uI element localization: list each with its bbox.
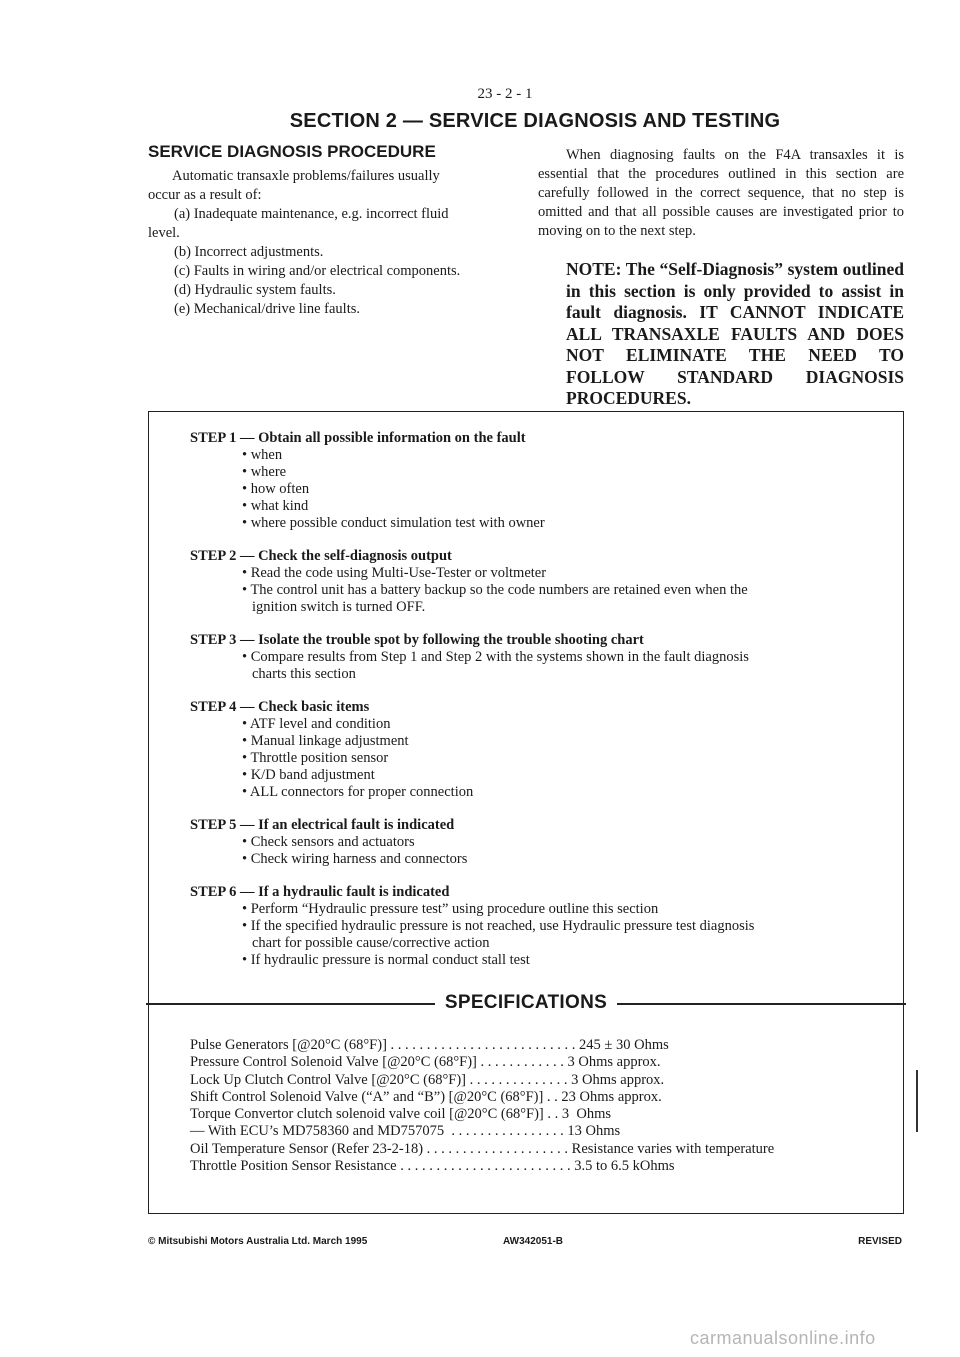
spec-row: Shift Control Solenoid Valve (“A” and “B”) [@20°C (68°F)] . . 23 Ohms approx. bbox=[190, 1088, 662, 1105]
revision-status: REVISED bbox=[858, 1236, 902, 1247]
spec-row: Torque Convertor clutch solenoid valve coil [@20°C (68°F)] . . 3 Ohms bbox=[190, 1106, 612, 1123]
step-item: • when bbox=[242, 447, 283, 463]
step-item: • what kind bbox=[242, 498, 309, 514]
self-diagnosis-note bbox=[538, 259, 904, 410]
fault-item-a-cont: level. bbox=[148, 225, 180, 241]
step-item: • where bbox=[242, 464, 287, 480]
step-item: • Read the code using Multi-Use-Tester or voltmeter bbox=[242, 565, 547, 581]
specifications-heading bbox=[146, 992, 906, 1014]
spec-row: Pulse Generators [@20°C (68°F)] . . . . . . . . . . . . . . . . . . . . . . . . . . 245 ± 30 Ohms bbox=[190, 1037, 669, 1053]
step-item: • If the specified hydraulic pressure is not reached, use Hydraulic pressure test diagnosis bbox=[242, 918, 755, 934]
diagnosis-note-column bbox=[538, 146, 904, 410]
step-item: • K/D band adjustment bbox=[242, 767, 375, 783]
step-heading: STEP 3 — Isolate the trouble spot by following the trouble shooting chart bbox=[190, 632, 644, 648]
specifications-title: SPECIFICATIONS bbox=[435, 992, 617, 1013]
spec-row: Throttle Position Sensor Resistance . . . . . . . . . . . . . . . . . . . . . . . . 3.5 to 6.5 kOhms bbox=[190, 1158, 675, 1175]
diagnosis-paragraph: When diagnosing faults on the F4A transaxles it is essential that the procedures outlined in this section are carefully followed in the correct sequence, that no step is omitted and that all possible causes are investigated prior to moving on to the next step. bbox=[538, 147, 904, 239]
note-label: NOTE: bbox=[566, 259, 622, 279]
step-item: • Manual linkage adjustment bbox=[242, 733, 409, 749]
spec-row: Oil Temperature Sensor (Refer 23-2-18) . . . . . . . . . . . . . . . . . . . . Resistance varies with temperature bbox=[190, 1140, 775, 1157]
step-item: • Compare results from Step 1 and Step 2 with the systems shown in the fault diagnosis bbox=[242, 649, 749, 665]
revision-bar bbox=[916, 1070, 918, 1132]
step-6 bbox=[190, 884, 890, 969]
step-item: ignition switch is turned OFF. bbox=[252, 599, 426, 615]
step-item: • Check sensors and actuators bbox=[242, 834, 415, 850]
step-item: • where possible conduct simulation test with owner bbox=[242, 515, 545, 531]
step-heading: STEP 5 — If an electrical fault is indicated bbox=[190, 817, 455, 833]
fault-item-c: (c) Faults in wiring and/or electrical components. bbox=[174, 263, 461, 279]
spec-row: Pressure Control Solenoid Valve [@20°C (68°F)] . . . . . . . . . . . . 3 Ohms approx. bbox=[190, 1054, 661, 1071]
step-item: • how often bbox=[242, 481, 310, 497]
page-footer bbox=[148, 1236, 902, 1252]
step-item: • ATF level and condition bbox=[242, 716, 391, 732]
procedure-intro: Automatic transaxle problems/failures usually bbox=[172, 168, 440, 184]
step-4 bbox=[190, 699, 890, 801]
note-text: The “Self-Diagnosis” system outlined in this section is only provided to assist in fault diagnosis. IT CANNOT INDICATE ALL TRANSAXLE FAULTS AND DOES NOT ELIMINATE THE NEED TO FOLLOW STANDARD DIAGNOSIS PROCEDURES. bbox=[566, 259, 905, 408]
fault-item-e: (e) Mechanical/drive line faults. bbox=[174, 301, 361, 317]
step-item: • If hydraulic pressure is normal conduct stall test bbox=[242, 952, 530, 968]
spec-row: — With ECU’s MD758360 and MD757075 . . . . . . . . . . . . . . . . 13 Ohms bbox=[190, 1123, 621, 1140]
specifications-list bbox=[190, 1037, 890, 1175]
page-number: 23 - 2 - 1 bbox=[477, 86, 533, 102]
step-heading: STEP 4 — Check basic items bbox=[190, 699, 370, 715]
step-heading: STEP 2 — Check the self-diagnosis output bbox=[190, 548, 452, 564]
document-code: AW342051-B bbox=[503, 1236, 564, 1247]
step-item: • The control unit has a battery backup so the code numbers are retained even when the bbox=[242, 582, 748, 598]
fault-item-a: (a) Inadequate maintenance, e.g. incorrect fluid bbox=[174, 206, 449, 222]
step-5 bbox=[190, 817, 890, 868]
diagnosis-steps bbox=[190, 430, 890, 985]
watermark: carmanualsonline.info bbox=[690, 1328, 876, 1348]
section-title: SECTION 2 — SERVICE DIAGNOSIS AND TESTING bbox=[289, 110, 781, 132]
specifications-banner bbox=[146, 992, 906, 1016]
spec-row: Lock Up Clutch Control Valve [@20°C (68°F)] . . . . . . . . . . . . . . 3 Ohms approx. bbox=[190, 1071, 665, 1088]
step-3 bbox=[190, 632, 890, 683]
procedure-column bbox=[148, 142, 513, 319]
step-1 bbox=[190, 430, 890, 532]
fault-item-b: (b) Incorrect adjustments. bbox=[174, 244, 324, 260]
step-2 bbox=[190, 548, 890, 616]
step-heading: STEP 6 — If a hydraulic fault is indicated bbox=[190, 884, 450, 900]
procedure-heading: SERVICE DIAGNOSIS PROCEDURE bbox=[148, 142, 436, 161]
step-item: • Check wiring harness and connectors bbox=[242, 851, 468, 867]
fault-item-d: (d) Hydraulic system faults. bbox=[174, 282, 336, 298]
step-item: • Perform “Hydraulic pressure test” using procedure outline this section bbox=[242, 901, 659, 917]
step-heading: STEP 1 — Obtain all possible information on the fault bbox=[190, 430, 526, 446]
step-item: charts this section bbox=[252, 666, 356, 682]
step-item: • Throttle position sensor bbox=[242, 750, 389, 766]
procedure-intro-cont: occur as a result of: bbox=[148, 187, 262, 203]
step-item: • ALL connectors for proper connection bbox=[242, 784, 474, 800]
step-item: chart for possible cause/corrective action bbox=[252, 935, 490, 951]
copyright: © Mitsubishi Motors Australia Ltd. March 1995 bbox=[148, 1236, 368, 1247]
